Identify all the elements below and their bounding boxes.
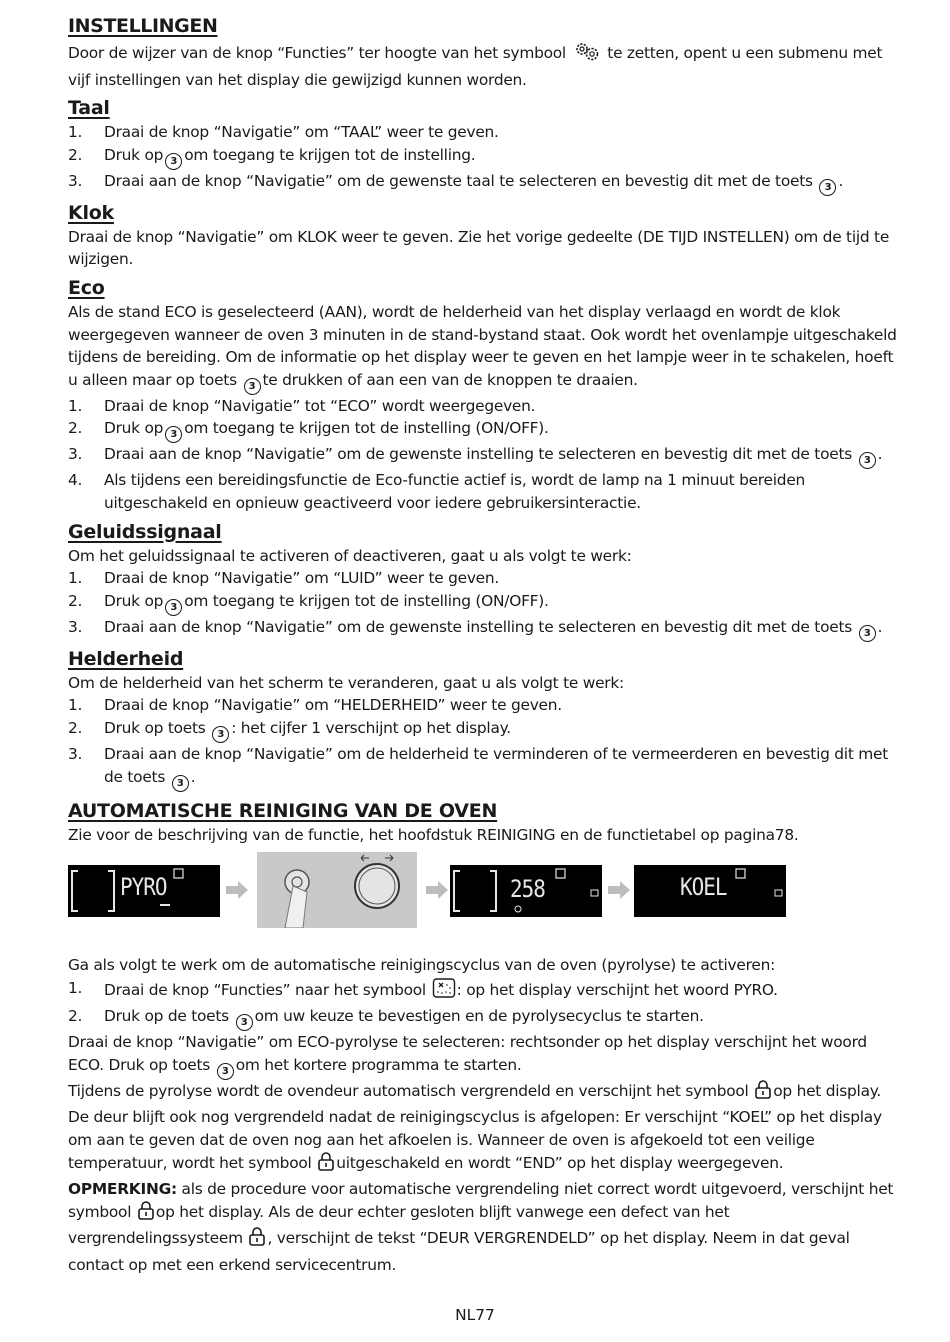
list-item: 3. Draai aan de knop “Navigatie” om de helderheid te verminderen of te vermeerderen en bevestig dit met de toets 3 .: [68, 743, 904, 792]
section-title-klok: Klok: [68, 201, 114, 224]
geluid-steps: [68, 567, 904, 642]
list-item: 1. Draai de knop “Navigatie” om “TAAL” weer te geven.: [68, 123, 499, 142]
lock-icon: [317, 1152, 335, 1179]
arrow-right-icon: [608, 880, 630, 900]
arrow-right-icon: [226, 880, 248, 900]
auto-intro: Zie voor de beschrijving van de functie, het hoofdstuk REINIGING en de functietabel op pagina78.: [68, 825, 799, 844]
pyrolysis-illustration-strip: [68, 852, 904, 944]
auto-lock-paragraph: Tijdens de pyrolyse wordt de ovendeur automatisch vergrendeld en verschijnt het symbool op het display. De deur blijft ook nog vergrendeld nadat de reinigingscyclus is afgelopen: Er verschijnt “KOEL” op het display om aan te geven dat de oven nog aan het afkoelen is. Wanneer de oven is afgekoeld tot een veilige temperatuur, wordt het symbool uitgeschakeld en wordt “END” op het display weergegeven.: [68, 1080, 904, 1178]
settings-gear-icon: [572, 40, 602, 69]
list-item: 4. Als tijdens een bereidingsfunctie de Eco-functie actief is, wordt de lamp na 1 minuut bereiden uitgeschakeld en opnieuw geactiveerd voor iedere gebruikersinteractie.: [68, 471, 806, 512]
list-item: 1. Draai de knop “Navigatie” om “HELDERHEID” weer te geven.: [68, 696, 562, 715]
auto-steps-intro: Ga als volgt te werk om de automatische reinigingscyclus van de oven (pyrolyse) te activeren:: [68, 956, 776, 975]
section-title-automatische-reiniging: AUTOMATISCHE REINIGING VAN DE OVEN: [68, 799, 498, 822]
control-knobs-illustration: [257, 852, 417, 928]
helder-steps: [68, 694, 904, 791]
key-3-icon: 3: [819, 179, 836, 196]
display-koel: [634, 865, 786, 917]
manual-page: [68, 12, 904, 1277]
display-text-pyro: PYRO: [120, 873, 167, 901]
section-title-eco: Eco: [68, 276, 105, 299]
geluid-intro: Om het geluidssignaal te activeren of deactiveren, gaat u als volgt te werk:: [68, 546, 632, 565]
key-3-icon: 3: [172, 775, 189, 792]
display-text-temperature: 258: [510, 875, 545, 903]
instellingen-intro: Door de wijzer van de knop “Functies” ter hoogte van het symbool te zetten, opent u een submenu met vijf instellingen van het display die gewijzigd kunnen worden.: [68, 40, 904, 91]
list-item: 2. Druk op toets 3 : het cijfer 1 verschijnt op het display.: [68, 717, 904, 743]
key-3-icon: 3: [859, 625, 876, 642]
key-3-icon: 3: [236, 1014, 253, 1031]
auto-note: OPMERKING: als de procedure voor automatische vergrendeling niet correct wordt uitgevoerd, verschijnt het symbool op het display. Als de deur echter gesloten blijft vanwege een defect van het vergrendelingssysteem , verschijnt de tekst “DEUR VERGRENDELD” op het display. Neem in dat geval contact op met een erkend servicecentrum.: [68, 1180, 894, 1275]
list-item: 2. Druk op de toets 3 om uw keuze te bevestigen en de pyrolysecyclus te starten.: [68, 1005, 904, 1031]
list-item: 1. Draai de knop “Navigatie” om “LUID” weer te geven.: [68, 569, 500, 588]
display-temperature: [450, 865, 602, 917]
section-title-geluidssignaal: Geluidssignaal: [68, 520, 222, 543]
lock-icon: [754, 1080, 772, 1107]
key-3-icon: 3: [859, 452, 876, 469]
list-item: 1. Draai de knop “Functies” naar het symbool : op het display verschijnt het woord PYRO.: [68, 977, 904, 1006]
lock-icon: [248, 1227, 266, 1254]
lock-icon: [137, 1201, 155, 1228]
key-3-icon: 3: [165, 426, 182, 443]
auto-eco-pyrolysis: Draai de knop “Navigatie” om ECO-pyrolyse te selecteren: rechtsonder op het display verschijnt het woord ECO. Druk op toets 3 om het kortere programma te starten.: [68, 1031, 904, 1080]
list-item: 2. Druk op 3 om toegang te krijgen tot de instelling.: [68, 144, 904, 170]
list-item: 2. Druk op 3 om toegang te krijgen tot de instelling (ON/OFF).: [68, 590, 904, 616]
auto-steps: [68, 977, 904, 1032]
klok-text: Draai de knop “Navigatie” om KLOK weer te geven. Zie het vorige gedeelte (DE TIJD INSTELLEN) om de tijd te wijzigen.: [68, 227, 890, 269]
key-3-icon: 3: [165, 599, 182, 616]
helder-intro: Om de helderheid van het scherm te veranderen, gaat u als volgt te werk:: [68, 673, 624, 692]
pyrolysis-icon: [432, 977, 456, 1006]
list-item: 2. Druk op 3 om toegang te krijgen tot de instelling (ON/OFF).: [68, 417, 904, 443]
list-item: 1. Draai de knop “Navigatie” tot “ECO” wordt weergegeven.: [68, 396, 536, 415]
section-title-helderheid: Helderheid: [68, 647, 184, 670]
section-title-instellingen: INSTELLINGEN: [68, 15, 218, 37]
key-3-icon: 3: [217, 1063, 234, 1080]
list-item: 3. Draai aan de knop “Navigatie” om de gewenste taal te selecteren en bevestig dit met de toets 3 .: [68, 170, 904, 196]
display-text-koel: KOEL: [680, 873, 727, 901]
key-3-icon: 3: [212, 726, 229, 743]
section-title-taal: Taal: [68, 97, 110, 120]
page-number: NL77: [455, 1306, 495, 1324]
display-pyro: [68, 865, 220, 917]
eco-intro: Als de stand ECO is geselecteerd (AAN), wordt de helderheid van het display verlaagd en wordt de klok weergegeven wanneer de oven 3 minuten in de stand-bystand staat. Ook wordt het ovenlampje uitgeschakeld tijdens de bereiding. Om de informatie op het display weer te geven en het lampje weer in te schakelen, hoeft u alleen maar op toets 3 te drukken of aan een van de knoppen te draaien.: [68, 301, 904, 395]
list-item: 3. Draai aan de knop “Navigatie” om de gewenste instelling te selecteren en bevestig dit met de toets 3 .: [68, 443, 904, 469]
key-3-icon: 3: [244, 378, 261, 395]
taal-steps: [68, 121, 904, 196]
list-item: 3. Draai aan de knop “Navigatie” om de gewenste instelling te selecteren en bevestig dit met de toets 3 .: [68, 616, 904, 642]
key-3-icon: 3: [165, 153, 182, 170]
arrow-right-icon: [426, 880, 448, 900]
eco-steps: [68, 395, 904, 515]
